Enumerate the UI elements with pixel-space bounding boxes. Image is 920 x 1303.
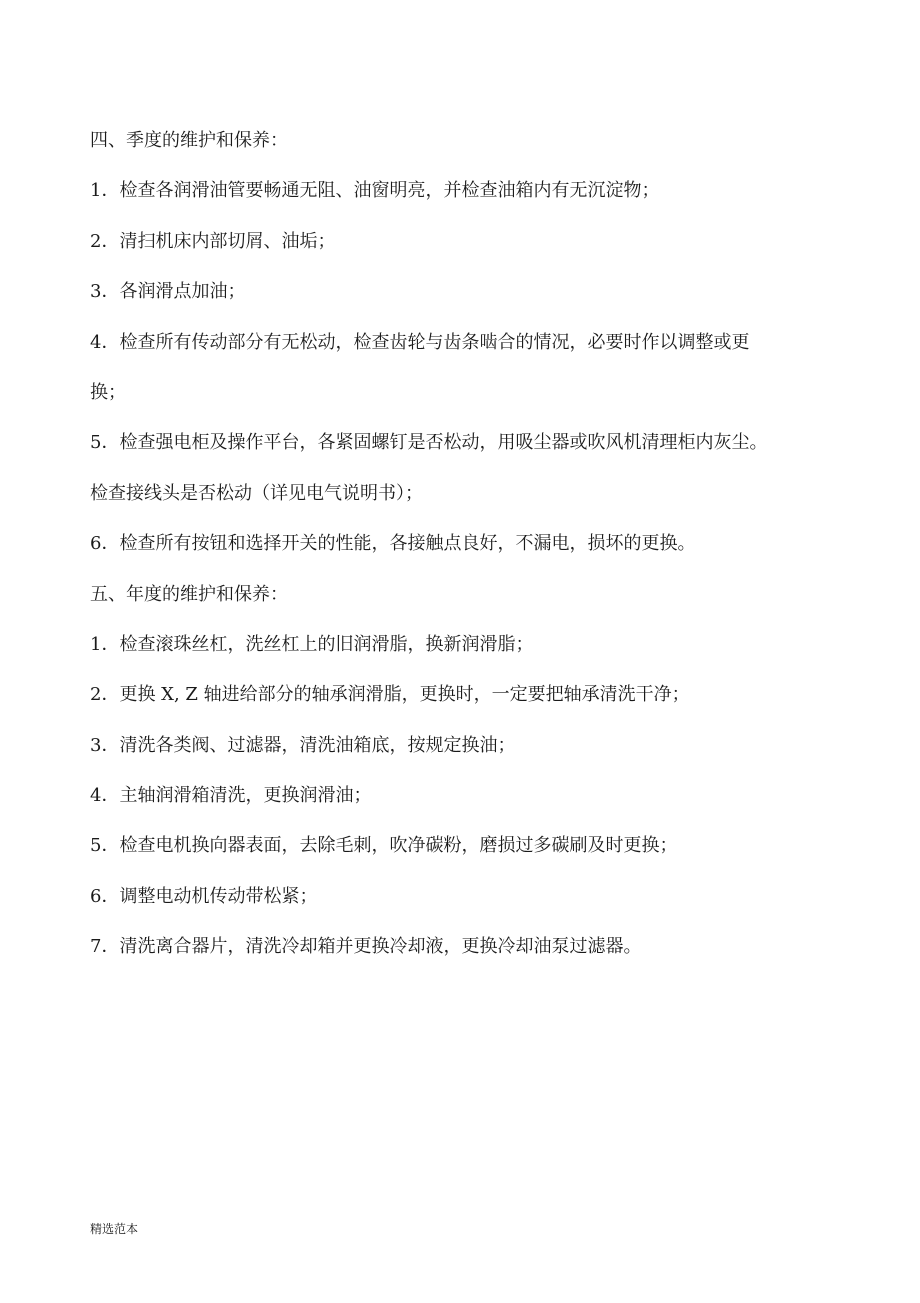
annual-item-5: 5．检查电机换向器表面，去除毛刺，吹净碳粉，磨损过多碳刷及时更换； [90, 835, 678, 857]
annual-item-2: 2．更换 X, Z 轴进给部分的轴承润滑脂，更换时，一定要把轴承清洗干净； [90, 684, 690, 706]
quarterly-item-3: 3．各润滑点加油； [90, 281, 246, 303]
annual-item-1: 1．检查滚珠丝杠，洗丝杠上的旧润滑脂，换新润滑脂； [90, 633, 534, 655]
section-heading-quarterly: 四、季度的维护和保养： [90, 130, 288, 151]
page-footer: 精选范本 [90, 1222, 139, 1236]
quarterly-item-5-continued: 检查接线头是否松动（详见电气说明书）； [90, 482, 423, 504]
quarterly-item-2: 2．清扫机床内部切屑、油垢； [90, 230, 336, 252]
quarterly-item-1: 1．检查各润滑油管要畅通无阻、油窗明亮，并检查油箱内有无沉淀物； [90, 180, 660, 202]
quarterly-item-4: 4．检查所有传动部分有无松动，检查齿轮与齿条啮合的情况，必要时作以调整或更 [90, 331, 750, 353]
annual-item-7: 7．清洗离合器片，清洗冷却箱并更换冷却液，更换冷却油泵过滤器。 [90, 936, 642, 958]
quarterly-item-5: 5．检查强电柜及操作平台，各紧固螺钉是否松动，用吸尘器或吹风机清理柜内灰尘。 [90, 432, 768, 454]
quarterly-item-4-continued: 换； [90, 381, 126, 403]
quarterly-item-6: 6．检查所有按钮和选择开关的性能，各接触点良好，不漏电，损坏的更换。 [90, 533, 696, 555]
annual-item-6: 6．调整电动机传动带松紧； [90, 885, 318, 907]
document-body [90, 116, 850, 973]
annual-item-3: 3．清洗各类阀、过滤器，清洗油箱底，按规定换油； [90, 734, 516, 756]
annual-item-4: 4．主轴润滑箱清洗，更换润滑油； [90, 785, 372, 807]
section-heading-annual: 五、年度的维护和保养： [90, 583, 288, 605]
